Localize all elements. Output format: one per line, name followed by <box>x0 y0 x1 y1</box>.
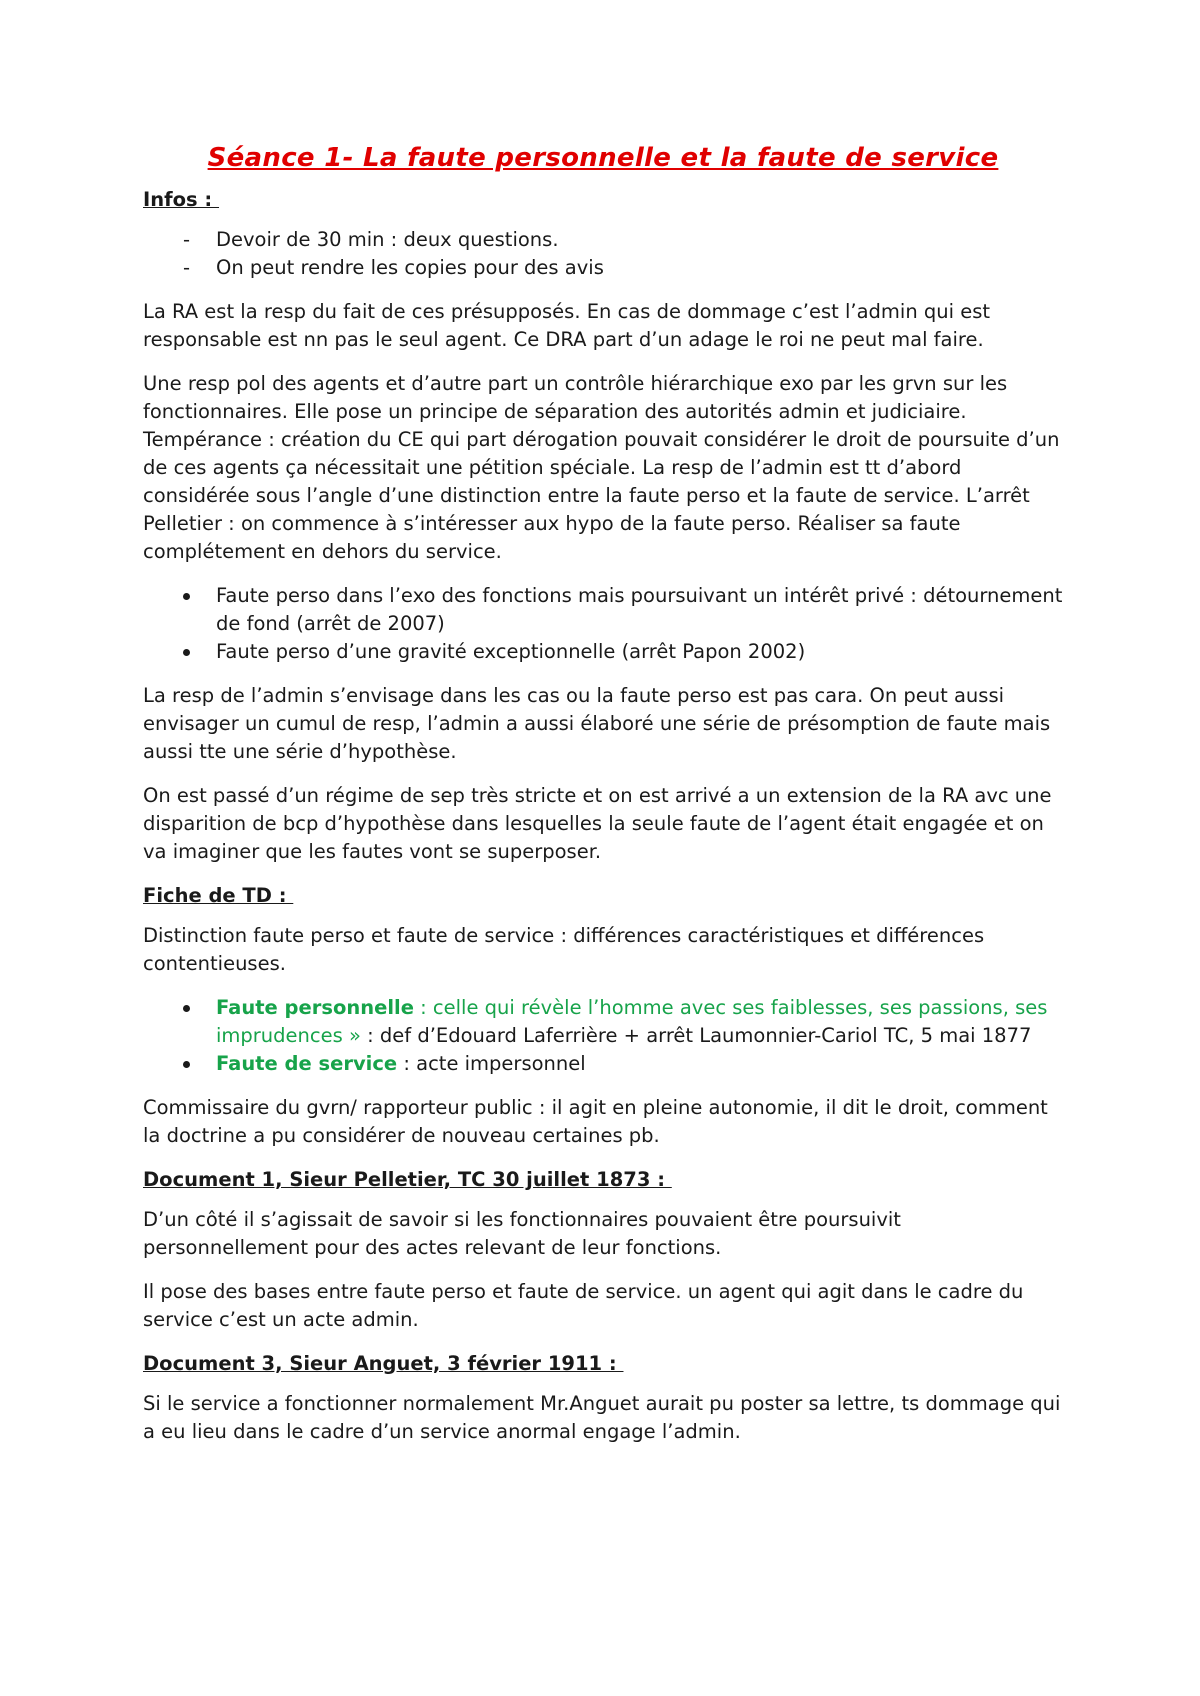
faute-perso-list <box>143 582 1063 666</box>
document-title: Séance 1- La faute personnelle et la faute de service <box>207 143 999 173</box>
bullet-icon <box>183 649 190 656</box>
infos-heading: Infos : <box>143 188 220 211</box>
document-1-heading: Document 1, Sieur Pelletier, TC 30 juillet 1873 : <box>143 1168 672 1191</box>
list-item <box>143 638 1063 666</box>
list-item <box>143 994 1063 1050</box>
document-3-heading: Document 3, Sieur Anguet, 3 février 1911 : <box>143 1352 624 1375</box>
paragraph-distinction: Distinction faute perso et faute de service : différences caractéristiques et différences contentieuses. <box>143 924 985 975</box>
paragraph-resp-pol: Une resp pol des agents et d’autre part un contrôle hiérarchique exo par les grvn sur les fonctionnaires. Elle pose un principe de séparation des autorités admin et judiciaire. Tempérance : création du CE qui part dérogation pouvait considérer le droit de poursuite d’un de ces agents ça nécessitait une pétition spéciale. La resp de l’admin est tt d’abord considérée sous l’angle d’une distinction entre la faute perso et la faute de service. L’arrêt Pelletier : on commence à s’intéresser aux hypo de la faute perso. Réaliser sa faute complétement en dehors du service. <box>143 372 1060 563</box>
infos-list <box>143 226 1063 282</box>
paragraph-doc1-a: D’un côté il s’agissait de savoir si les fonctionnaires pouvaient être poursuivit personnellement pour des actes relevant de leur fonctions. <box>143 1208 901 1259</box>
paragraph-commissaire: Commissaire du gvrn/ rapporteur public : il agit en pleine autonomie, il dit le droit, comment la doctrine a pu considérer de nouveau certaines pb. <box>143 1096 1048 1147</box>
term-faute-de-service: Faute de service <box>216 1052 398 1075</box>
reference-laferriere: : def d’Edouard Laferrière + arrêt Laumonnier-Cariol TC, 5 mai 1877 <box>360 1024 1032 1047</box>
term-faute-personnelle: Faute personnelle <box>216 996 414 1019</box>
fiche-td-list <box>143 994 1063 1078</box>
paragraph-resp-admin: La resp de l’admin s’envisage dans les cas ou la faute perso est pas cara. On peut aussi envisager un cumul de resp, l’admin a aussi élaboré une série de présomption de faute mais aussi tte une série d’hypothèse. <box>143 684 1051 763</box>
paragraph-doc1-b: Il pose des bases entre faute perso et faute de service. un agent qui agit dans le cadre du service c’est un acte admin. <box>143 1280 1024 1331</box>
bullet-icon <box>183 593 190 600</box>
definition-faute-de-service: : acte impersonnel <box>397 1052 586 1075</box>
paragraph-regime: On est passé d’un régime de sep très stricte et on est arrivé a un extension de la RA avc une disparition de bcp d’hypothèse dans lesquelles la seule faute de l’agent était engagée et on va imaginer que les fautes vont se superposer. <box>143 784 1052 863</box>
definition-faute-personnelle: : celle qui révèle l’homme avec ses faiblesses, ses passions, ses imprudences » <box>216 996 1048 1047</box>
list-item-text: Faute perso d’une gravité exceptionnelle (arrêt Papon 2002) <box>216 640 806 663</box>
document-page <box>143 140 1063 1462</box>
paragraph-ra: La RA est la resp du fait de ces présupposés. En cas de dommage c’est l’admin qui est responsable est nn pas le seul agent. Ce DRA part d’un adage le roi ne peut mal faire. <box>143 300 991 351</box>
paragraph-doc3: Si le service a fonctionner normalement Mr.Anguet aurait pu poster sa lettre, ts dommage qui a eu lieu dans le cadre d’un service anormal engage l’admin. <box>143 1392 1061 1443</box>
list-item <box>143 1050 1063 1078</box>
fiche-td-heading: Fiche de TD : <box>143 884 294 907</box>
bullet-icon <box>183 1005 190 1012</box>
list-item: - Devoir de 30 min : deux questions. <box>143 226 1063 254</box>
list-item: - On peut rendre les copies pour des avis <box>143 254 1063 282</box>
list-item <box>143 582 1063 638</box>
bullet-icon <box>183 1061 190 1068</box>
list-item-text: Faute perso dans l’exo des fonctions mais poursuivant un intérêt privé : détournement de fond (arrêt de 2007) <box>216 584 1063 635</box>
